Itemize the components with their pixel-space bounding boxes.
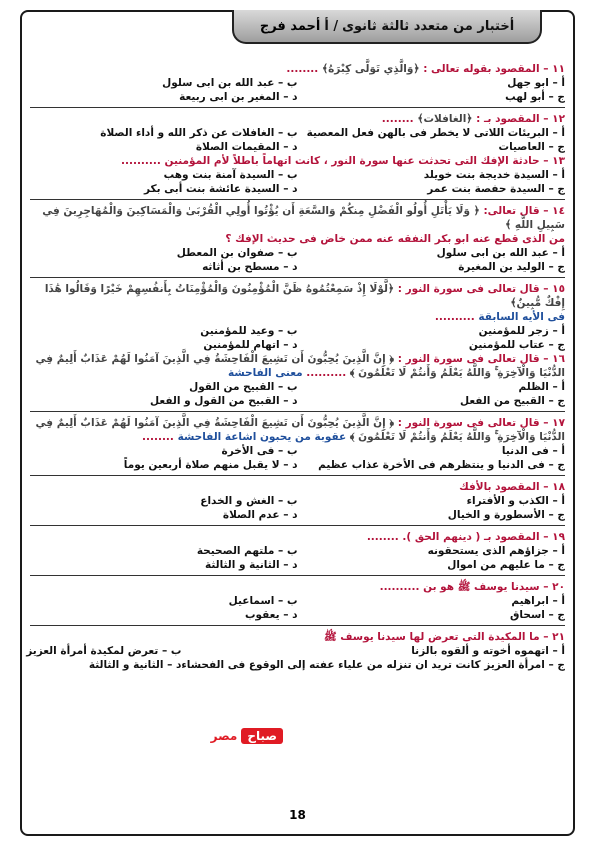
question-text: حادثة الإفك التى تحدثت عنها سورة النور ، كانت اتهاماً باطلاً لأم المؤمنين [164, 155, 540, 167]
answer-option: ج – اسحاق [510, 609, 565, 621]
answer-option: د – لا يقبل منهم صلاة أربعين يوماً [123, 459, 298, 471]
answer-option: ب – عبد الله بن ابى سلول [162, 77, 298, 89]
answers-20 [30, 594, 565, 622]
watermark-logo [211, 728, 283, 744]
question-number: ١٣ – [543, 155, 565, 167]
divider [30, 525, 565, 526]
question-verse: ﴿ وَلَا يَأْتَلِ أُولُو الْفَضْلِ مِنكُمْ وَالسَّعَةِ أَن يُؤْتُوا أُولِي الْقُرْبَىٰ وَالْمَسَاكِينَ وَالْمُهَاجِرِينَ فِي سَبِيلِ اللَّهِ ﴾ [42, 205, 565, 231]
question-15 [30, 282, 565, 310]
answer-option: ب – الغش و الخداع [200, 495, 298, 507]
answer-option: د – المغير بن ابى ربيعة [179, 91, 298, 103]
answer-option: ب – تعرض لمكيدة أمرأة العزيز [26, 645, 182, 657]
answer-blank: ........ [366, 531, 399, 543]
question-number: ١١ – [543, 63, 565, 75]
question-subtext: عقوبة من يحبون اشاعة الفاحشة [177, 431, 347, 443]
watermark-part1: صباح [241, 728, 283, 744]
question-number: ١٤ – [543, 205, 565, 217]
answer-option: ب – القبيح من القول [189, 381, 298, 393]
answer-option: أ – ابو جهل [507, 77, 565, 89]
question-11 [30, 62, 565, 76]
answers-17 [30, 444, 565, 472]
question-14-prompt [30, 232, 565, 246]
question-18 [30, 480, 565, 494]
question-subtext: معنى الفاحشة [227, 367, 303, 379]
answer-option: د – المقيمات الصلاة [195, 141, 298, 153]
answer-option: د – السيدة عائشة بنت أبى بكر [143, 183, 298, 195]
question-text: المقصود بقوله تعالى : [423, 63, 540, 75]
answer-option: ب – فى الأخرة [221, 445, 298, 457]
answer-option: أ – السيدة خديجة بنت خويلد [423, 169, 565, 181]
answer-option: أ – الكذب و الأفتراء [466, 495, 565, 507]
answer-option: ج – فى الدنيا و ينتظرهم فى الأخرة عذاب عظيم [318, 459, 565, 471]
answer-option: د – القبيح من القول و الفعل [150, 395, 298, 407]
question-21 [30, 630, 565, 644]
question-13 [30, 154, 565, 168]
answer-blank: .......... [120, 155, 161, 167]
question-text: قال تعالى فى سورة النور : [397, 283, 540, 295]
answer-blank: .......... [434, 311, 475, 323]
header-title: أختبار من متعدد ثالثة ثانوى [342, 18, 515, 34]
question-14 [30, 204, 565, 232]
answers-15 [30, 324, 565, 352]
question-number: ١٢ – [543, 113, 565, 125]
question-text: المقصود بـ : [476, 113, 540, 125]
question-number: ٢١ – [543, 631, 565, 643]
answer-option: ج – عتاب للمؤمنين [468, 339, 565, 351]
question-verse: ﴿وَالَّذِي تَوَلَّى كِبْرَهُ﴾ [321, 63, 420, 75]
question-number: ١٨ – [543, 481, 565, 493]
divider [30, 107, 565, 108]
divider [30, 625, 565, 626]
answer-option: أ – عبد الله بن ابى سلول [436, 247, 565, 259]
question-number: ٢٠ – [543, 581, 565, 593]
answer-option: ج – ما عليهم من اموال [447, 559, 565, 571]
answer-option: أ – جزاؤهم الذى يستحقونه [427, 545, 565, 557]
question-verse: ﴿لَّوْلَا إِذْ سَمِعْتُمُوهُ ظَنَّ الْمُؤْمِنُونَ وَالْمُؤْمِنَاتُ بِأَنفُسِهِمْ خَيْرًا وَقَالُوا هَٰذَا إِفْكٌ مُّبِينٌ﴾ [44, 283, 565, 309]
answer-option: د – يعقوب [244, 609, 298, 621]
divider [30, 277, 565, 278]
question-text: قال تعالى: [483, 205, 540, 217]
question-verse: ﴿ إِنَّ الَّذِينَ يُحِبُّونَ أَن تَشِيعَ الْفَاحِشَةُ فِي الَّذِينَ آمَنُوا لَهُمْ عَذَابٌ أَلِيمٌ فِي الدُّنْيَا وَالْآخِرَةِ ۚ وَاللَّهُ يَعْلَمُ وَأَنتُمْ لَا تَعْلَمُونَ ﴾ [35, 353, 565, 379]
page-number: 18 [289, 808, 306, 822]
answers-13 [30, 168, 565, 196]
question-20 [30, 580, 565, 594]
answer-option: ب – الغافلات عن ذكر الله و أداء الصلاة [100, 127, 298, 139]
answer-option: ج – العاصيات [498, 141, 565, 153]
divider [30, 411, 565, 412]
question-text: المقصود بـ ( دينهم الحق ). [402, 531, 540, 543]
answer-option: أ – ابراهيم [511, 595, 565, 607]
question-15-prompt [30, 310, 565, 324]
answer-blank: ........ [142, 431, 174, 443]
divider [30, 199, 565, 200]
answer-option: ب – ملتهم الصحيحة [196, 545, 298, 557]
answers-19 [30, 544, 565, 572]
question-text: المقصود بالأفك [459, 481, 540, 493]
answer-blank: .......... [306, 367, 347, 379]
question-number: ١٥ – [543, 283, 565, 295]
answer-option: د – الثانية و الثالثة [88, 659, 182, 671]
answers-12 [30, 126, 565, 154]
answer-option: ب – صفوان بن المعطل [176, 247, 298, 259]
answer-option: ج – القبيح من الفعل [459, 395, 565, 407]
question-number: ١٧ – [543, 417, 565, 429]
answer-option: ج – السيدة حفصة بنت عمر [427, 183, 565, 195]
divider [30, 475, 565, 476]
header-author: أحمد فرج [259, 18, 321, 34]
header-separator: / أ [324, 18, 339, 34]
answer-option: ب – اسماعيل [228, 595, 298, 607]
answers-11 [30, 76, 565, 104]
question-text: ما المكيدة التى تعرض لها سيدنا يوسف ﷺ [323, 631, 540, 643]
watermark-part2: مصر [210, 729, 238, 743]
question-16 [30, 352, 565, 380]
answer-option: د – مسطح بن أثاثه [202, 261, 298, 273]
question-19 [30, 530, 565, 544]
answer-blank: ........ [381, 113, 414, 125]
answer-option: ب – السيدة آمنة بنت وهب [163, 169, 298, 181]
answer-option: ج – الأسطورة و الخيال [447, 509, 565, 521]
question-subtext: فى الأيه السابقة [478, 311, 565, 323]
page-frame [20, 10, 575, 836]
answer-option: ج – أبو لهب [505, 91, 565, 103]
answer-option: ج – الوليد بن المغيرة [458, 261, 565, 273]
answer-option: أ – البريئات اللاتى لا يخطر فى بالهن فعل المعصية [306, 127, 565, 139]
question-12 [30, 112, 565, 126]
question-verse: ﴿الغافلات﴾ [417, 113, 473, 125]
question-number: ١٩ – [543, 531, 565, 543]
answer-blank: .......... [379, 581, 420, 593]
answers-18 [30, 494, 565, 522]
answer-option: ب – وعيد للمؤمنين [200, 325, 298, 337]
question-text: قال تعالى فى سورة النور : [397, 417, 540, 429]
answers-16 [30, 380, 565, 408]
question-verse: ﴿ إِنَّ الَّذِينَ يُحِبُّونَ أَن تَشِيعَ الْفَاحِشَةُ فِي الَّذِينَ آمَنُوا لَهُمْ عَذَابٌ أَلِيمٌ فِي الدُّنْيَا وَالْآخِرَةِ ۚ وَاللَّهُ يَعْلَمُ وَأَنتُمْ لَا تَعْلَمُونَ ﴾ [35, 417, 565, 443]
answer-option: أ – فى الدنيا [501, 445, 565, 457]
answer-option: ج – امرأة العزيز كانت تريد ان تنزله من علياء عفته إلى الوقوع فى الفحشاء [181, 659, 565, 671]
page-header [232, 10, 542, 44]
answer-option: أ – الظلم [518, 381, 565, 393]
question-number: ١٦ – [543, 353, 565, 365]
answer-option: د – عدم الصلاة [222, 509, 298, 521]
answer-option: أ – زجر للمؤمنين [478, 325, 565, 337]
question-text: قال تعالى فى سورة النور : [397, 353, 540, 365]
answer-blank: ........ [286, 63, 319, 75]
question-17 [30, 416, 565, 444]
question-subtext: من الذى قطع عنه ابو بكر النفقه عنه ممن خاض فى حديث الإفك ؟ [225, 233, 565, 245]
answer-option: د – اتهام للمؤمنين [203, 339, 298, 351]
questions-list [26, 62, 565, 672]
divider [30, 575, 565, 576]
question-text: سيدنا يوسف ﷺ هو بن [423, 581, 540, 593]
answer-option: د – الثانية و الثالثة [204, 559, 298, 571]
answers-14 [30, 246, 565, 274]
answers-21 [26, 644, 565, 672]
answer-option: أ – اتهموه أخوته و ألقوه بالزنا [411, 645, 565, 657]
